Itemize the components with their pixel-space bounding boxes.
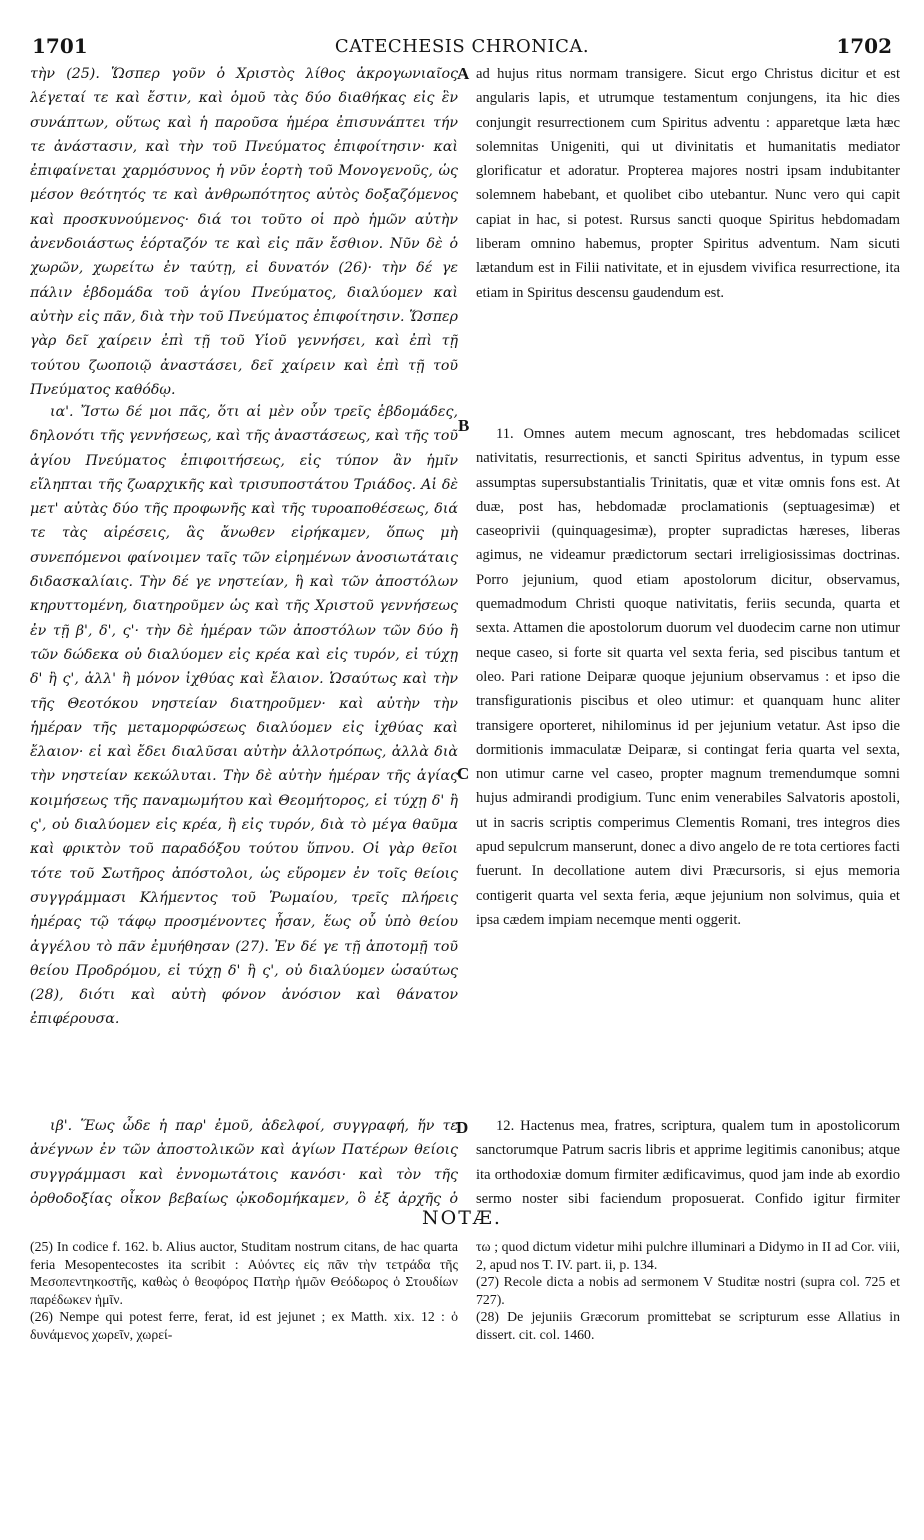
running-title: CATECHESIS CHRONICA. [334, 36, 590, 57]
greek-column-section-d [30, 1114, 458, 1206]
notes-right-column [476, 1238, 900, 1344]
note-28: (28) De jejuniis Græcorum promittebat se scripturum esse Allatius in dissert. cit. col. 1460. [476, 1309, 900, 1342]
latin-paragraph-11: 11. Omnes autem mecum agnoscant, tres hebdomadas scilicet nativitatis, resurrectionis, et sancti Spiritus adventus, in typum esse assumptas supersubstantialis Trinitatis, quæ et vitæ omnis fons est. At duæ, post has, hebdomadæ proclamationis (septuagesimæ) et caseoprivii (quinquagesimæ), propter supradictas hæreses, liberas agimus, ne videamur prædictorum sectari irreligiosissimas doctrinas. Porro jejunium, quod etiam apostolorum dicitur, observamus, quemadmodum Christi quoque nativitatis, feriis secunda, quarta et sexta. Attamen die apostolorum duorum vel duodecim carne non utimur neque caseo, si forte sit quarta vel sexta feria, sed piscibus tantum et oleo. Pari ratione Deiparæ quoque jejunium observamus : et ipso die transfigurationis piscibus et oleo utimur: et quanquam hunc aliter transigere oporteret, nihilominus id per jejunium vetatur. Ast ipso die dormitionis immaculatæ Deiparæ, si contingat feria quarta vel sexta, non utimur carne vel caseo, propter magnum tremendumque somni hujus admirandi prodigium. Tunc enim venerabiles Salvatoris apostoli, ut in sacris scriptis comperimus Clementis Romani, tres integros dies apud sepulcrum manserunt, donec a divo angelo de re tota certiores facti fuerunt. In decollatione autem divi Præcursoris, si ejus memoria contigerit quarta vel sexta feria, æque jejunium non solvimus, quia et ipsa cædem impiam necemque menti oggerit. [476, 426, 900, 928]
running-header [24, 34, 900, 62]
greek-column-section-a [30, 62, 458, 398]
note-26: (26) Nempe qui potest ferre, ferat, id est jejunet ; ex Matth. xix. 12 : ὁ δυνάμενος χωρεῖν, χωρεί- [30, 1309, 458, 1342]
greek-column-section-b [30, 400, 458, 1116]
latin-paragraph-12: 12. Hactenus mea, fratres, scriptura, qualem tum in apostolicorum sanctorumque Patrum sacris libris et apprime legitimis canonibus; atque ita orthodoxiæ domum firmiter ædificavimus, quod jam inde ab exordio sermo noster sibi faciendum proposuerat. Confido igitur firmiter [476, 1118, 900, 1206]
latin-column-section-a [476, 62, 900, 398]
latin-column-section-b [476, 422, 900, 1112]
section-marker-b: B [458, 416, 470, 435]
section-marker-c: C [457, 764, 470, 783]
page-number-right: 1702 [836, 34, 892, 58]
latin-column-section-d [476, 1114, 900, 1206]
note-26-continued: τω ; quod dictum videtur mihi pulchre illuminari a Didymo in II ad Cor. viii, 2, apud nos T. IV. part. ii, p. 134. [476, 1239, 900, 1272]
section-marker-d: D [456, 1118, 469, 1137]
note-27: (27) Recole dicta a nobis ad sermonem V Studitæ nostri (supra col. 725 et 727). [476, 1274, 900, 1307]
note-25: (25) In codice f. 162. b. Alius auctor, Studitam nostrum citans, de hac quarta feria Mesopentecostes ita scribit : Αὐόντες εἰς πᾶν τὴν τετράδα τῆς Μεσοπεντηκοστῆς, καθὼς ὁ θεοφόρος Πατὴρ ἡμῶν Θεόδωρος ὁ Στουδίων παρέδωκεν ἡμῖν. [30, 1239, 458, 1307]
notes-heading: NOTÆ. [422, 1207, 502, 1229]
notes-left-column [30, 1238, 458, 1344]
page-number-left: 1701 [32, 34, 88, 58]
section-marker-a: A [457, 64, 470, 83]
greek-paragraph-11: ια'. Ἴστω δέ μοι πᾶς, ὅτι αἱ μὲν οὖν τρεῖς ἑβδομάδες, δηλονότι τῆς γεννήσεως, καὶ τῆς ἀναστάσεως, καὶ τῆς τοῦ ἁγίου Πνεύματος ἐπιφοιτήσεως, εἰς τύπον ἂν ἡμῖν εἴληπται τῆς ζωαρχικῆς καὶ τρισυποστάτου Τριάδος. Αἱ δὲ μετ' αὐτὰς δύο τῆς προφωνῆς καὶ τῆς τυροαποθέσεως, διά τε τὰς αἱρέσεις, ἃς ἄνωθεν εἰρήκαμεν, ὅπως μὴ συνεπόμενοι φαίνοιμεν ταῖς τῶν εἰρημένων ἀνοσιωτάταις διδασκαλίαις. Τὴν δέ γε νηστείαν, ἣ καὶ τῶν ἀποστόλων κηρυττομένη, διατηροῦμεν ὡς καὶ τῆς Χριστοῦ γεννήσεως ἐν τῇ β', δ', ς'· τὴν δὲ ἡμέραν τῶν ἀποστόλων τῶν δύο ἢ τῶν δώδεκα οὐ διαλύομεν εἰς κρέα καὶ εἰς τυρόν, εἰ τύχῃ δ' ἢ ς', ἀλλ' ἢ μόνον ἰχθύας καὶ ἔλαιον. Ὡσαύτως καὶ τὴν τῆς Θεοτόκου νηστείαν διατηροῦμεν· καὶ αὐτὴν τὴν ἡμέραν τῆς μεταμορφώσεως διαλύομεν εἰς ἰχθύας καὶ ἔλαιον· εἰ καὶ ἔδει διαλῦσαι αὐτὴν ἀλλοτρόπως, ἀλλὰ διὰ τὴν νηστείαν κεκώλυται. Τὴν δὲ αὐτὴν ἡμέραν τῆς ἁγίας κοιμήσεως τῆς παναμωμήτου καὶ Θεομήτορος, εἰ τύχῃ δ' ἢ ς', οὐ διαλύομεν εἰς κρέα, ἢ εἰς τυρόν, διὰ τὸ μέγα θαῦμα καὶ φρικτὸν τοῦ παραδόξου τούτου ὕπνου. Οἱ γὰρ θεῖοι τότε τοῦ Σωτῆρος ἀπόστολοι, ὡς εὕρομεν ἐν τοῖς θείοις συγγράμμασι Κλήμεντος τοῦ Ῥωμαίου, τρεῖς πλήρεις ἡμέρας τῷ τάφῳ προσμένοντες ἦσαν, ἕως οὗ ὑπὸ θείου ἀγγέλου τὸ πᾶν ἐμυήθησαν (27). Ἐν δέ γε τῇ ἀποτομῇ τοῦ θείου Προδρόμου, εἰ τύχῃ δ' ἢ ς', οὐ διαλύομεν ὡσαύτως (28), διότι καὶ αὐτὴ φόνον ἀνόσιον καὶ θάνατον ἐπιφέρουσα. [30, 404, 458, 1028]
latin-paragraph-10: ad hujus ritus normam transigere. Sicut ergo Christus dicitur et est angularis lapis, et utrumque testamentum conjungens, ita hic dies conjungit resurrectionem cum Spiritus adventu : apparetque læta hæc solemnitas Unigeniti, qui ut divinitatis et humanitatis mediator glorificatur et adoratur. Propterea majores nostri ipsam indubitanter solemnem habebant, et quolibet cibo utebantur. Nunc vero qui capit capiat in hac, si potest. Rursus sancti quoque Spiritus hebdomadam liberam omnino habemus, propter Spiritus adventum. Nam sicuti lætandum est in Filii nativitate, et in ejusdem vivifica resurrectione, ita etiam in Spiritus descensu gaudendum est. [476, 66, 900, 301]
greek-paragraph-12: ιβ'. Ἕως ὧδε ἡ παρ' ἐμοῦ, ἀδελφοί, συγγραφή, ἥν τε ἀνέγνων ἐν τῶν ἀποστολικῶν καὶ ἁγίων Πατέρων θείοις συγγράμμασι καὶ ἐννομωτάτοις κανόσι· καὶ τὸν τῆς ὀρθοδοξίας οἶκον βεβαίως ᾠκοδομήκαμεν, ὃ ἐξ ἀρχῆς ὁ [30, 1118, 458, 1206]
greek-paragraph-10: τὴν (25). Ὥσπερ γοῦν ὁ Χριστὸς λίθος ἀκρογωνιαῖος λέγεταί τε καὶ ἔστιν, καὶ ὁμοῦ τὰς δύο διαθήκας εἰς ἓν συνάπτων, οὕτως καὶ ἡ παροῦσα ἡμέρα ἐπισυνάπτει τήν τε ἀνάστασιν, καὶ τὴν τοῦ Πνεύματος ἐπιφοίτησιν· καὶ ἐπιφαίνεται χαρμόσυνος ἡ νῦν ἑορτὴ τοῦ Μονογενοῦς, ὡς μέσον θεότητός τε καὶ ἀνθρωπότητος αὐτὸς δοξαζόμενος καὶ προσκυνούμενος· διά τοι τοῦτο οἱ πρὸ ἡμῶν αὐτὴν ἀνενδοιάστως ἑόρταζόν τε καὶ εἰς πᾶν ἔσθιον. Νῦν δὲ ὁ χωρῶν, χωρείτω ἐν ταύτῃ, εἰ δυνατόν (26)· τὴν δέ γε πάλιν ἑβδομάδα τοῦ ἁγίου Πνεύματος, διαλύομεν καὶ αὐτὴν εἰς πᾶν, διὰ τὴν τοῦ Πνεύματος ἐπιφοίτησιν. Ὥσπερ γὰρ δεῖ χαίρειν ἐπὶ τῇ τοῦ Υἱοῦ γεννήσει, καὶ ἐπὶ τῇ τούτου ζωοποιῷ ἀναστάσει, δεῖ χαίρειν καὶ ἐπὶ τῇ τοῦ Πνεύματος καθόδῳ. [30, 66, 458, 398]
